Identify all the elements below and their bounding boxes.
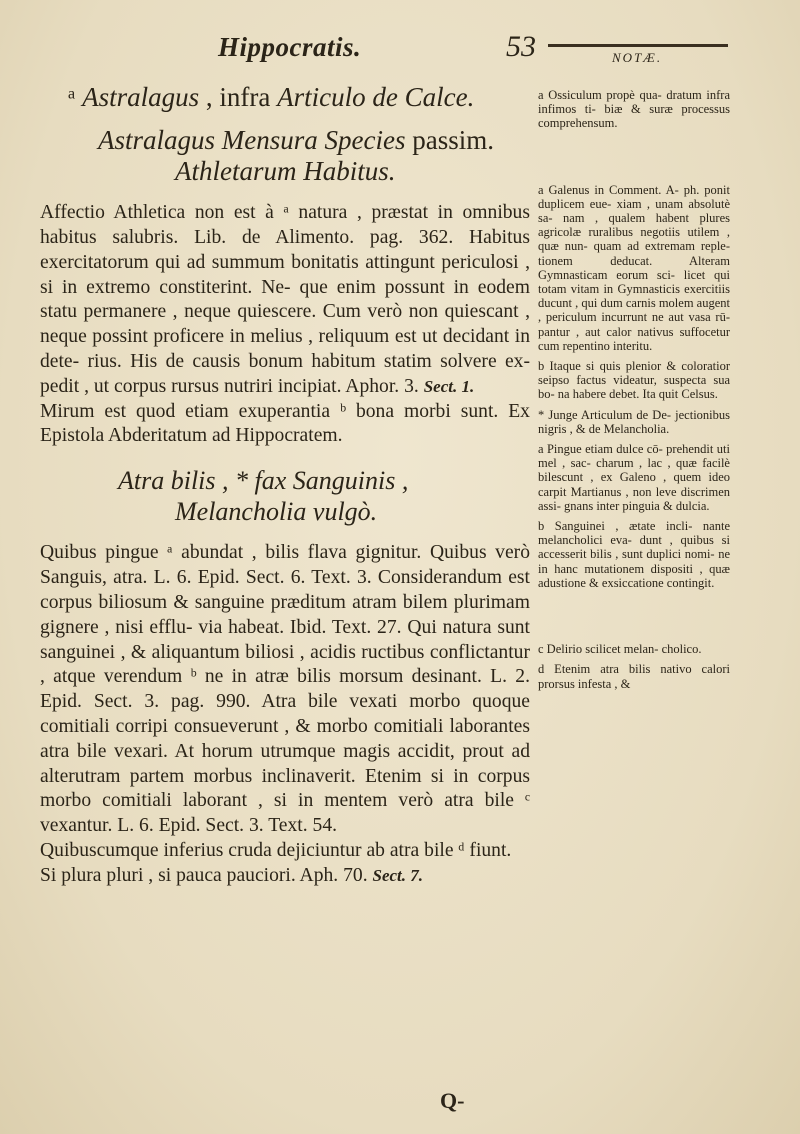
page-header xyxy=(0,28,800,72)
title-astralagus-mensura: Astralagus Mensura Species passim. xyxy=(98,125,494,156)
note-pingue: a Pingue etiam dulce cō- prehendit uti mel , sac- charum , lac , quæ facilè bilescunt , ex Galeno , quem ideo carpit Martianus , non leve discrimen assi- gnans inter pinguia & dulcia. xyxy=(538,442,731,513)
note-marker: ᵃ xyxy=(68,82,76,112)
notae-label: NOTÆ. xyxy=(612,50,663,65)
subtitle-melancholia: Melancholia vulgò. xyxy=(175,497,378,527)
paragraph-quibuscumque: Quibuscumque inferius cruda dejiciuntur ab atra bile ᵈ fiunt. Si plura pluri , si pauca pauciori. Aph. 70. Sect. 7. xyxy=(40,840,512,886)
note-sanguinei: b Sanguinei , ætate incli- nante melancholici eva- dunt , quibus si accesserit bilis , sunt duplici nomi- ne in hanc mutationem dispositi , quæ adustione & exsiccatione contingit. xyxy=(538,519,731,590)
note-ossiculum: a Ossiculum propè qua- dratum infra infimos ti- biæ & suræ processus comprehensum. xyxy=(538,88,731,131)
paragraph-athletica: Affectio Athletica non est à ᵃ natura , præstat in omnibus habitus salubris. Lib. de Alimento. pag. 362. Habitus exercitatorum qui ad summum bonitatis attingunt periculosi , si in extremo constiterint. Ne- que enim possunt in eodem statu permanere , neque quiescere. Cum verò non quiescant , neque possint proficere in melius , reliquum est ut decidant in dete- rius. His de causis bonum habitum statim solvere ex- pedit , ut corpus rursus nutriri incipiat. Aphor. 3. Sect. 1. xyxy=(40,202,530,397)
title-athletarum: Athletarum Habitus. xyxy=(175,156,396,187)
note-galenus: a Galenus in Comment. A- ph. ponit duplicem eue- xiam , unam absolutè sa- nam , qualem habent plures agricolæ ruralibus negotiis utilem , quæ nun- quam ad extremam reple- tionem deducat. Alteram Gymnasticam eorum sci- licet qui totam vitam in Gymnasticis exercitiis ducunt , qui dum carnis molem augent , periculum incurrunt ne aut vasa rū- pantur , aut calor nativus suffocetur cum repentino interitu. xyxy=(538,182,731,353)
note-junge: * Junge Articulum de De- jectionibus nigris , & de Melancholia. xyxy=(538,407,731,436)
paragraph-mirum: Mirum est quod etiam exuperantia ᵇ bona morbi sunt. Ex Epistola Abderitatum ad Hippocratem. xyxy=(40,400,530,447)
running-head: Hippocratis. xyxy=(218,32,362,62)
catchword: Q- xyxy=(440,1088,465,1113)
note-delirio: c Delirio scilicet melan- cholico. xyxy=(538,642,702,657)
page-number: 53 xyxy=(506,30,536,63)
header-rule xyxy=(548,44,728,47)
subtitle-atra-bilis: Atra bilis , * fax Sanguinis , xyxy=(118,466,409,496)
note-etenim: d Etenim atra bilis nativo calori prorsus infesta , & xyxy=(538,662,730,691)
main-column xyxy=(40,82,530,889)
paragraph-quibus-pingue: Quibus pingue ᵃ abundat , bilis flava gignitur. Quibus verò Sanguis, atra. L. 6. Epid. Sect. 6. Text. 3. Considerandum est corpus biliosum & sanguine præditum atram bilem plurimam gignere , nisi efflu- via habeat. Ibid. Text. 27. Qui natura sunt sanguinei , & aliquantum biliosi , acidis ructibus conflictantur , atque verendum ᵇ ne in atræ bilis morsum desinant. L. 2. Epid. Sect. 3. pag. 990. Atra bile vexati morbo quoque comitiali corripi consueverunt , & morbo comitiali laborantes atra bile vexari. At horum utrumque magis accidit, prout ad alterutram partem morbus inclinaverit. Etenim si in corpus morbo comitiali laborant , si in mentem verò atra bile ᶜ vexantur. L. 6. Epid. Sect. 3. Text. 54. xyxy=(40,542,531,837)
notes-column xyxy=(538,88,730,697)
title-astralagus: ᵃ Astralagus , infra Articulo de Calce. xyxy=(68,82,475,112)
note-itaque: b Itaque si quis plenior & coloratior seipso factus videatur, suspecta sua bo- na habere debet. Ita quit Celsus. xyxy=(538,359,731,402)
